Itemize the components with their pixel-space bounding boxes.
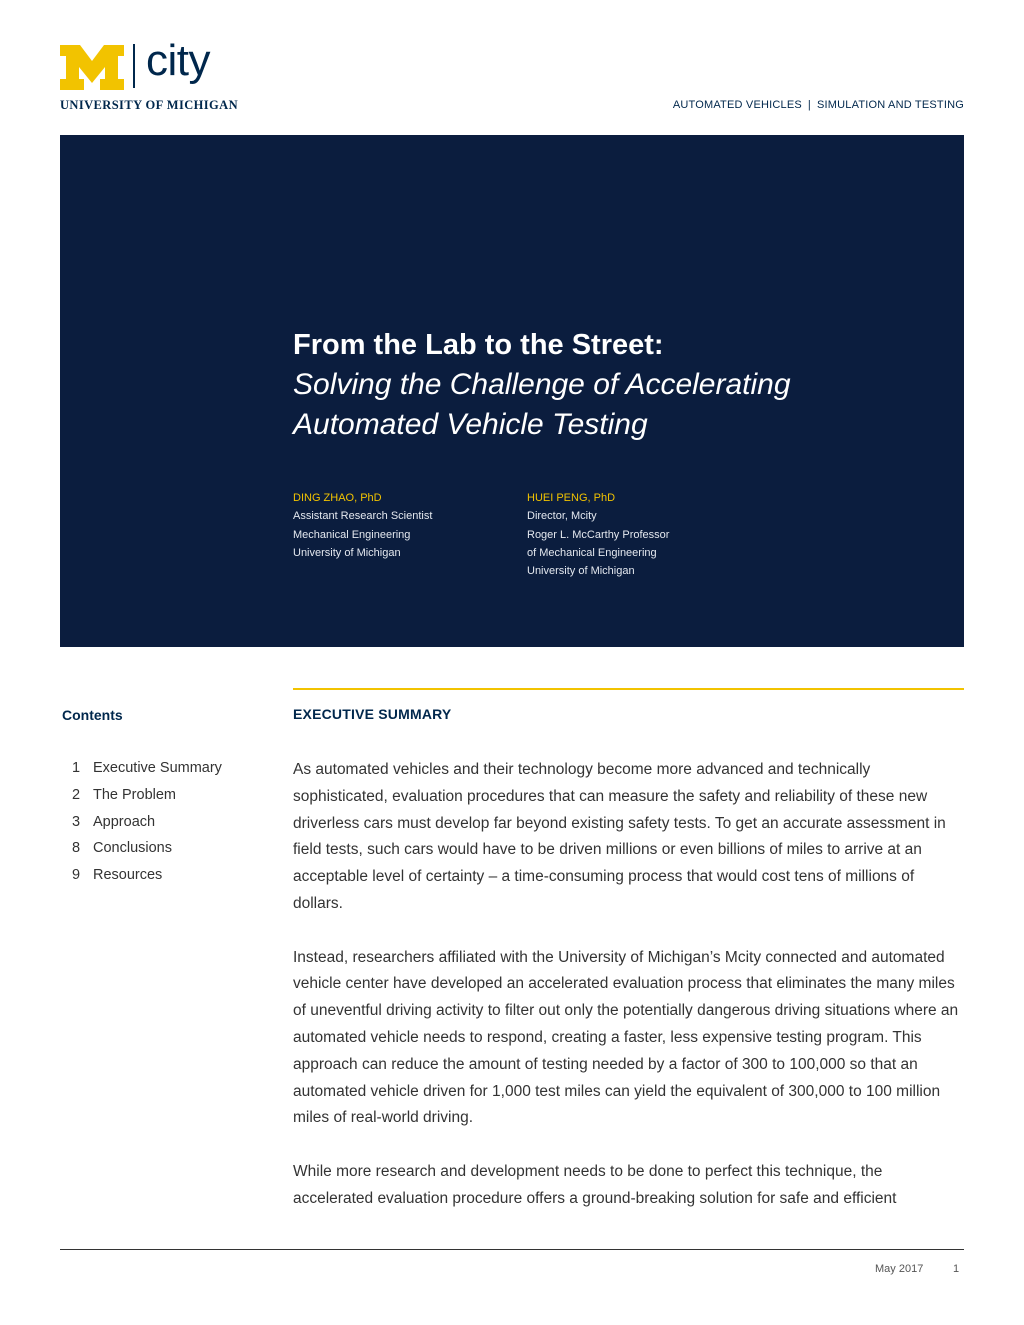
summary-paragraph: Instead, researchers affiliated with the University of Michigan’s Mcity connected and automated vehicle center have developed an accelerated evaluation process that eliminates the many miles of uneventful driving activity to filter out only the potentially dangerous driving situations where an automated vehicle needs to respond, creating a faster, less expensive testing program. This approach can reduce the amount of testing needed by a factor of 300 to 100,000 so that an automated vehicle driven for 1,000 test miles can yield the equivalent of 300,000 to 100 million miles of real-world driving.	[293, 948, 959, 1127]
toc-label: The Problem	[93, 786, 177, 803]
author-block	[293, 489, 432, 562]
title-sub-line-1: Solving the Challenge of Accelerating	[293, 368, 791, 401]
author-line: University of Michigan	[293, 546, 401, 559]
toc-page-number: 9	[72, 867, 81, 884]
header-tag-2: SIMULATION AND TESTING	[816, 99, 964, 111]
block-m-logo-icon	[60, 45, 124, 90]
author-line: Director, Mcity	[527, 510, 597, 523]
logo-wordmark: city	[146, 36, 210, 85]
document-title	[293, 325, 933, 445]
toc-label: Resources	[93, 867, 163, 884]
author-line: of Mechanical Engineering	[527, 546, 657, 559]
title-main: From the Lab to the Street:	[293, 329, 664, 361]
title-sub-line-2: Automated Vehicle Testing	[293, 408, 648, 441]
author-name: DING ZHAO, PhD	[293, 492, 382, 504]
toc-page-number: 1	[72, 760, 81, 776]
toc-label: Conclusions	[93, 840, 172, 857]
author-block	[527, 489, 669, 580]
toc-label: Approach	[93, 813, 156, 830]
hero-banner	[60, 135, 964, 647]
mcity-logo	[60, 36, 239, 114]
contents-title: Contents	[62, 707, 123, 723]
toc-item[interactable]	[62, 785, 222, 812]
toc-label: Executive Summary	[93, 760, 222, 776]
executive-summary-heading: EXECUTIVE SUMMARY	[293, 706, 452, 722]
toc-item[interactable]	[62, 758, 222, 785]
footer-date: May 2017	[875, 1263, 924, 1275]
footer-divider	[60, 1249, 964, 1250]
author-name: HUEI PENG, PhD	[527, 492, 616, 504]
toc-page-number: 3	[72, 813, 81, 830]
summary-paragraph: As automated vehicles and their technology become more advanced and technically sophisticated, evaluation procedures that can measure the safety and reliability of these new driverless cars must develop far beyond existing safety tests. To get an accurate assessment in field tests, such cars would have to be driven millions or even billions of miles to arrive at an acceptable level of certainty – a time-consuming process that would cost tens of millions of dollars.	[293, 761, 946, 912]
toc-item[interactable]	[62, 812, 222, 839]
author-line: Roger L. McCarthy Professor	[527, 528, 670, 541]
toc-item[interactable]	[62, 865, 222, 892]
header-tag-separator: |	[807, 99, 811, 111]
author-line: Assistant Research Scientist	[293, 510, 433, 523]
section-divider	[293, 688, 964, 690]
summary-paragraph: While more research and development needs to be done to perfect this technique, the accelerated evaluation procedure offers a ground-breaking solution for safe and efficient	[293, 1162, 897, 1207]
logo-divider	[133, 44, 135, 88]
author-line: University of Michigan	[527, 565, 635, 578]
page-number: 1	[953, 1263, 960, 1275]
executive-summary-body	[293, 757, 959, 1239]
table-of-contents	[62, 758, 222, 892]
toc-item[interactable]	[62, 838, 222, 865]
toc-page-number: 2	[72, 786, 81, 803]
header-tag-1: AUTOMATED VEHICLES	[672, 99, 802, 111]
header-tags	[673, 99, 964, 111]
logo-university-name: UNIVERSITY OF MICHIGAN	[60, 98, 239, 112]
author-line: Mechanical Engineering	[293, 528, 411, 541]
toc-page-number: 8	[72, 840, 81, 857]
